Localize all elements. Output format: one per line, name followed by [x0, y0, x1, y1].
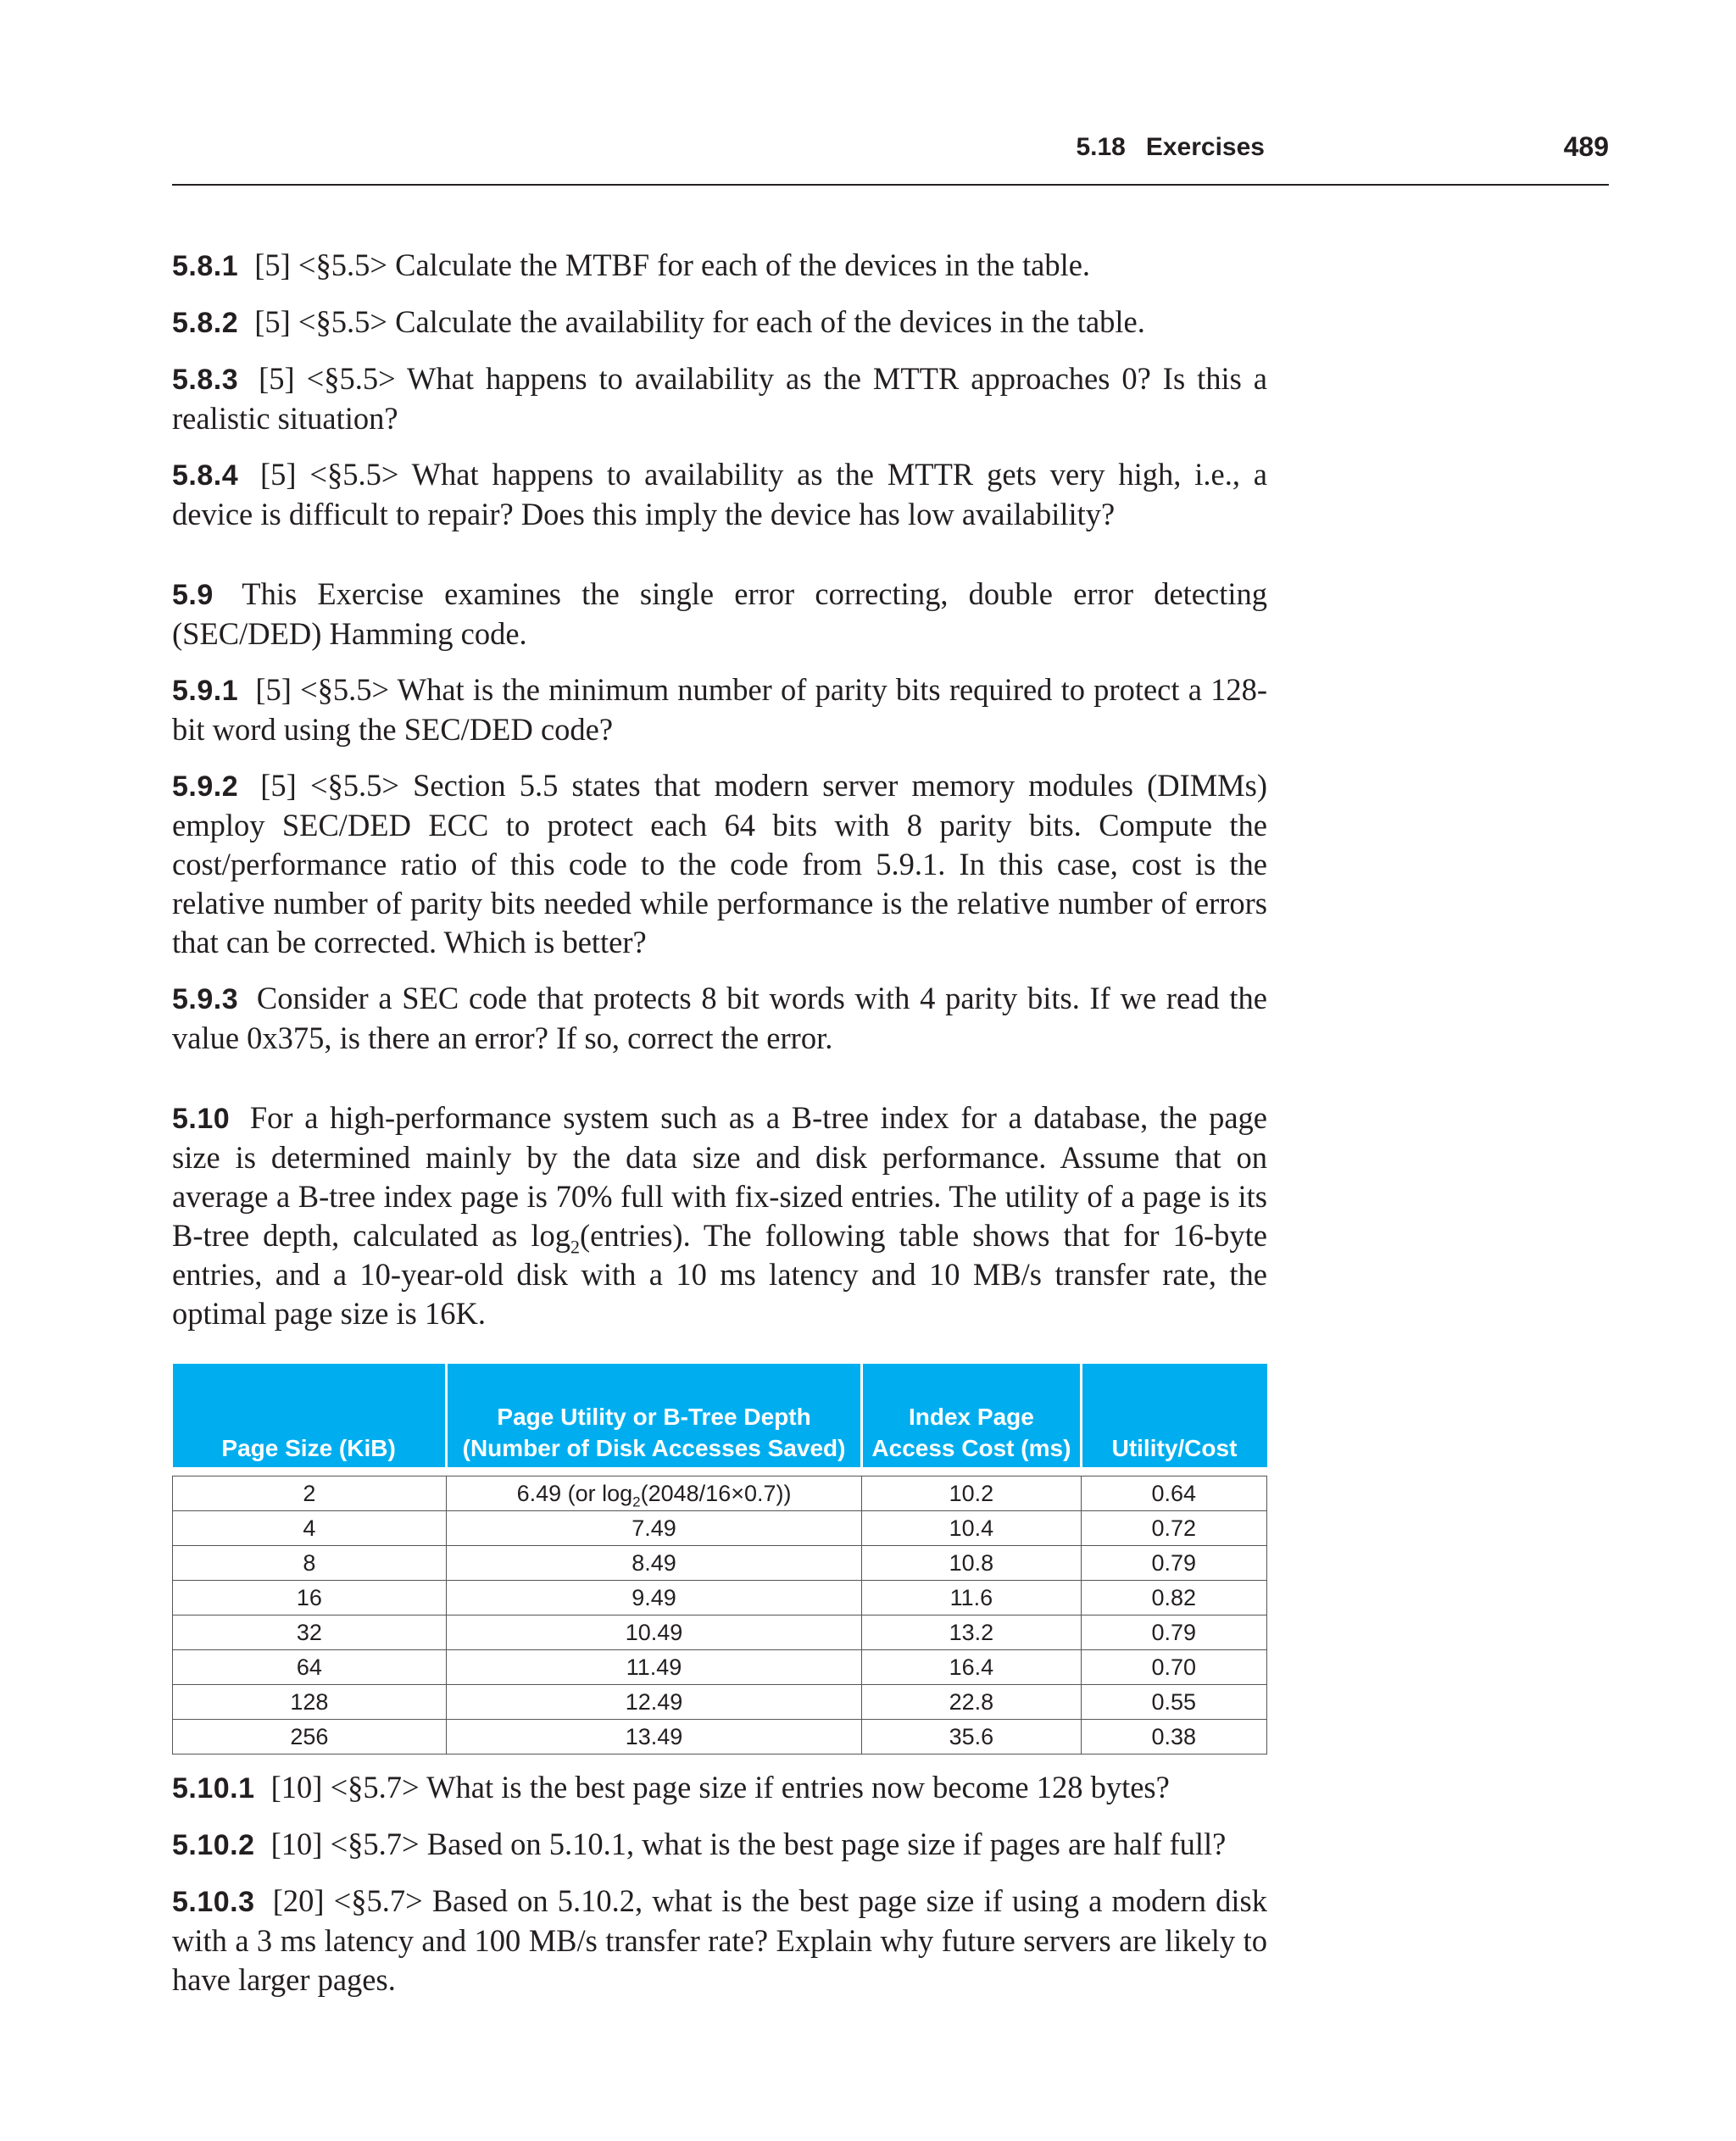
- exercise-text: This Exercise examines the single error correcting, double error detecting (SEC/DED) Hamming code.: [172, 576, 1267, 651]
- cell-page-size: 16: [173, 1581, 447, 1615]
- exercise-number: 5.9: [172, 579, 214, 611]
- section-heading: [1055, 133, 1265, 162]
- cell-utility-cost: 0.38: [1081, 1720, 1266, 1755]
- running-header: [172, 131, 1609, 186]
- exercise-number: 5.8.3: [172, 364, 239, 396]
- cell-utility: 8.49: [446, 1546, 862, 1581]
- cell-access-cost: 35.6: [862, 1720, 1081, 1755]
- exercise-text: [5] <§5.5> What happens to availability as the MTTR gets very high, i.e., a device is difficult to repair? Does this imply the device has low availability?: [172, 457, 1267, 531]
- exercise-number: 5.9.2: [172, 770, 239, 803]
- exercise-text-continued: (entries). The following table shows that for 16-byte entries, and a 10-year-old disk with a 10 ms latency and 10 MB/s transfer rate, the optimal page size is 16K.: [172, 1218, 1267, 1331]
- cell-utility-text-continued: (2048/16×0.7)): [640, 1480, 792, 1506]
- cell-utility-cost: 0.64: [1081, 1476, 1266, 1511]
- table-row: [173, 1615, 1267, 1650]
- exercise-number: 5.8.2: [172, 307, 239, 339]
- exercise-text: For a high-performance system such as a B-tree index for a database, the page size is determined mainly by the data size and disk performance. Assume that on average a B-tree index page is 70% full with fix-sized entries. The utility of a page is its B-tree depth, calculated as log: [172, 1100, 1268, 1253]
- exercise-text: [5] <§5.5> What happens to availability as the MTTR approaches 0? Is this a realistic situation?: [172, 361, 1268, 436]
- exercise-5-10-3: [172, 1882, 1267, 1999]
- table-row: [173, 1476, 1267, 1511]
- exercise-text: [20] <§5.7> Based on 5.10.2, what is the best page size if using a modern disk with a 3 ms latency and 100 MB/s transfer rate? Explain why future servers are likely to have larger pages.: [172, 1883, 1268, 1997]
- cell-utility: 13.49: [446, 1720, 862, 1755]
- exercise-5-9-1: [172, 670, 1267, 749]
- exercise-5-8-3: [172, 359, 1267, 438]
- table-row: [173, 1511, 1267, 1546]
- table-row: [173, 1581, 1267, 1615]
- exercise-number: 5.10.3: [172, 1886, 255, 1918]
- exercise-5-10: [172, 1098, 1267, 1333]
- exercise-number: 5.9.3: [172, 983, 239, 1015]
- page-number: 489: [1563, 131, 1609, 162]
- cell-access-cost: 10.4: [862, 1511, 1081, 1546]
- cell-utility: 12.49: [446, 1685, 862, 1720]
- exercise-text: [5] <§5.5> Calculate the MTBF for each of the devices in the table.: [254, 247, 1091, 282]
- cell-utility: 7.49: [446, 1511, 862, 1546]
- cell-utility: 11.49: [446, 1650, 862, 1685]
- section-number: 5.18: [1076, 133, 1126, 161]
- cell-access-cost: 13.2: [862, 1615, 1081, 1650]
- cell-page-size: 2: [173, 1476, 447, 1511]
- cell-page-size: 256: [173, 1720, 447, 1755]
- cell-page-size: 64: [173, 1650, 447, 1685]
- header-utility-cost: Utility/Cost: [1081, 1364, 1266, 1467]
- exercise-number: 5.10.1: [172, 1772, 255, 1805]
- cell-access-cost: 10.2: [862, 1476, 1081, 1511]
- table-spacer: [173, 1467, 1267, 1476]
- table-row: [173, 1650, 1267, 1685]
- exercise-text: [5] <§5.5> What is the minimum number of parity bits required to protect a 128-bit word using the SEC/DED code?: [172, 672, 1267, 747]
- table-row: [173, 1685, 1267, 1720]
- exercise-5-9: [172, 575, 1267, 653]
- cell-utility-cost: 0.82: [1081, 1581, 1266, 1615]
- cell-utility-subscript: 2: [632, 1493, 641, 1510]
- cell-utility-cost: 0.72: [1081, 1511, 1266, 1546]
- cell-page-size: 8: [173, 1546, 447, 1581]
- exercise-5-10-1: [172, 1768, 1267, 1808]
- exercise-5-8-2: [172, 303, 1267, 342]
- exercise-number: 5.9.1: [172, 675, 239, 707]
- cell-utility-cost: 0.79: [1081, 1546, 1266, 1581]
- header-page-utility: Page Utility or B-Tree Depth (Number of Disk Accesses Saved): [446, 1364, 862, 1467]
- exercise-number: 5.10: [172, 1103, 231, 1135]
- exercise-text: Consider a SEC code that protects 8 bit words with 4 parity bits. If we read the value 0x375, is there an error? If so, correct the error.: [172, 981, 1267, 1055]
- exercise-number: 5.8.1: [172, 250, 239, 282]
- cell-utility: 10.49: [446, 1615, 862, 1650]
- cell-utility: [446, 1476, 862, 1511]
- cell-access-cost: 22.8: [862, 1685, 1081, 1720]
- page-body: [172, 246, 1267, 2016]
- exercise-number: 5.10.2: [172, 1829, 255, 1861]
- header-page-size: Page Size (KiB): [173, 1364, 447, 1467]
- exercise-5-8-1: [172, 246, 1267, 286]
- section-title: Exercises: [1145, 133, 1265, 161]
- exercise-5-8-4: [172, 455, 1267, 534]
- table-row: [173, 1720, 1267, 1755]
- cell-utility-text: 6.49 (or log: [516, 1480, 633, 1506]
- header-access-cost: Index Page Access Cost (ms): [862, 1364, 1081, 1467]
- exercise-text: [10] <§5.7> What is the best page size if entries now become 128 bytes?: [270, 1770, 1170, 1805]
- page-size-table: [172, 1364, 1267, 1755]
- exercise-text: [10] <§5.7> Based on 5.10.1, what is the best page size if pages are half full?: [270, 1827, 1227, 1861]
- exercise-number: 5.8.4: [172, 459, 239, 492]
- cell-page-size: 4: [173, 1511, 447, 1546]
- cell-page-size: 128: [173, 1685, 447, 1720]
- cell-utility-cost: 0.79: [1081, 1615, 1266, 1650]
- exercise-5-9-3: [172, 979, 1267, 1058]
- exercise-5-9-2: [172, 766, 1267, 962]
- cell-access-cost: 10.8: [862, 1546, 1081, 1581]
- cell-utility-cost: 0.55: [1081, 1685, 1266, 1720]
- log-subscript: 2: [570, 1236, 580, 1258]
- exercise-text: [5] <§5.5> Calculate the availability for each of the devices in the table.: [254, 304, 1145, 339]
- cell-utility: 9.49: [446, 1581, 862, 1615]
- exercise-text: [5] <§5.5> Section 5.5 states that modern server memory modules (DIMMs) employ SEC/DED ECC to protect each 64 bits with 8 parity bits. Compute the cost/performance ratio of this code to the code from 5.9.1. In this case, cost is the relative number of parity bits needed while performance is the relative number of errors that can be corrected. Which is better?: [172, 768, 1267, 959]
- cell-access-cost: 16.4: [862, 1650, 1081, 1685]
- cell-access-cost: 11.6: [862, 1581, 1081, 1615]
- table-header-row: [173, 1364, 1267, 1467]
- exercise-5-10-2: [172, 1825, 1267, 1865]
- cell-utility-cost: 0.70: [1081, 1650, 1266, 1685]
- table-row: [173, 1546, 1267, 1581]
- cell-page-size: 32: [173, 1615, 447, 1650]
